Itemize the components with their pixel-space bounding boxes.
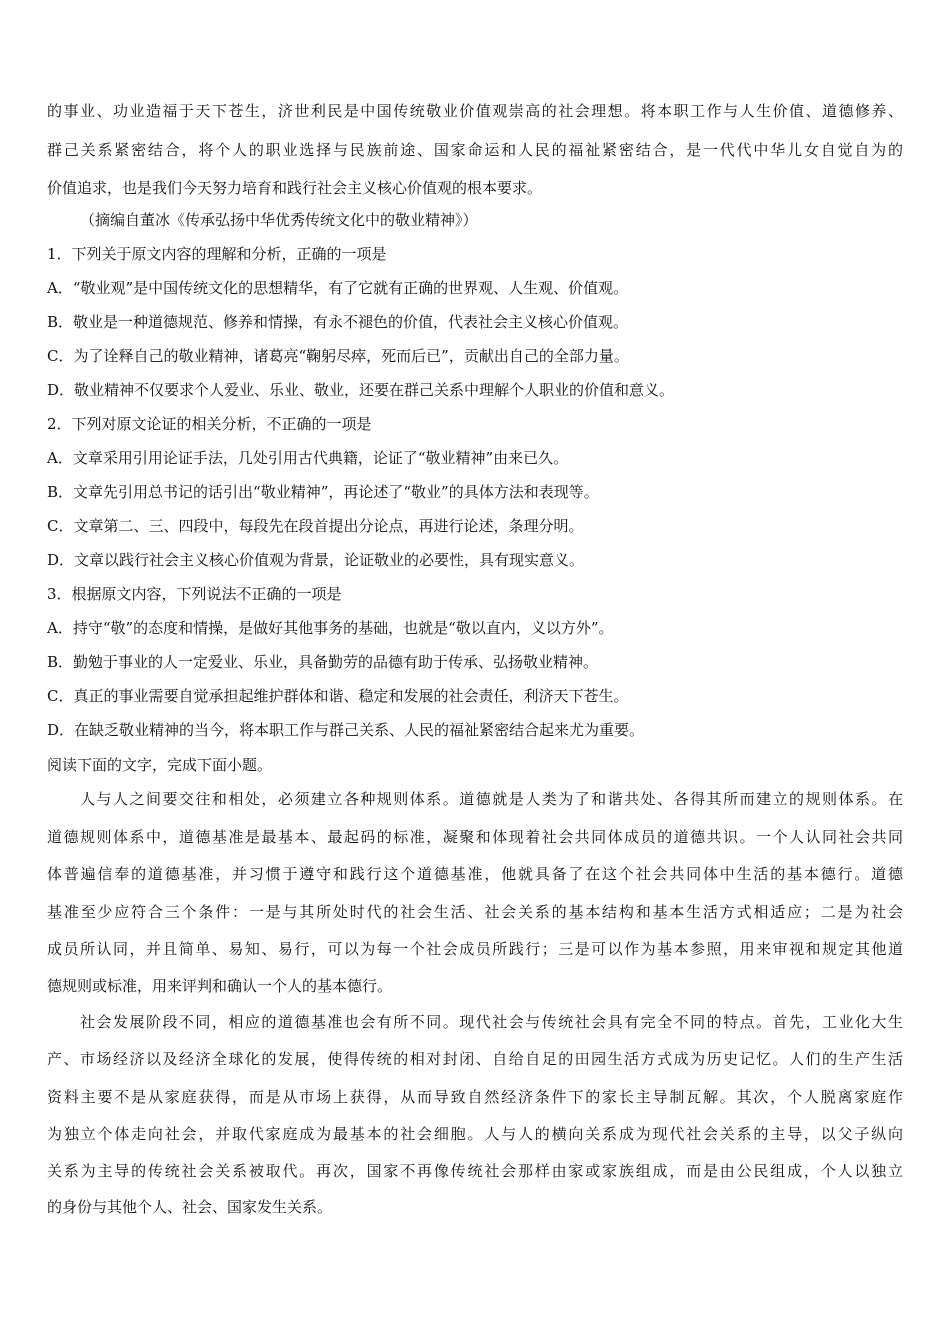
- question-1-option-d: D．敬业精神不仅要求个人爱业、乐业、敬业，还要在群己关系中理解个人职业的价值和意义。: [47, 381, 675, 399]
- question-3-option-c: C．真正的事业需要自觉承担起维护群体和谐、稳定和发展的社会责任，利济天下苍生。: [47, 687, 629, 705]
- question-3-option-b: B．勤勉于事业的人一定爱业、乐业，具备勤劳的品德有助于传承、弘扬敬业精神。: [47, 653, 599, 671]
- passage2-para2-line: 的身份与其他个人、社会、国家发生关系。: [47, 1198, 333, 1216]
- question-1-stem: 1．下列关于原文内容的理解和分析，正确的一项是: [47, 245, 387, 263]
- question-2-option-a: A．文章采用引用论证手法，几处引用古代典籍，论证了“敬业精神”由来已久。: [47, 449, 569, 467]
- question-2-option-b: B．文章先引用总书记的话引出“敬业精神”，再论述了“敬业”的具体方法和表现等。: [47, 483, 599, 501]
- question-2-option-d: D．文章以践行社会主义核心价值观为背景，论证敬业的必要性，具有现实意义。: [47, 551, 585, 569]
- passage1-line: 价值追求，也是我们今天努力培育和践行社会主义核心价值观的根本要求。: [47, 179, 543, 197]
- passage2-para1-line: 成员所认同，并且简单、易知、易行，可以为每一个社会成员所践行；三是可以作为基本参照，用来审视和规定其他道: [47, 940, 903, 958]
- passage1-line: 的事业、功业造福于天下苍生，济世利民是中国传统敬业价值观崇高的社会理想。将本职工作与人生价值、道德修养、: [47, 102, 903, 120]
- question-3-option-a: A．持守“敬”的态度和情操，是做好其他事务的基础，也就是“敬以直内，义以方外”。: [47, 619, 614, 637]
- question-2-option-c: C．文章第二、三、四段中，每段先在段首提出分论点，再进行论述，条理分明。: [47, 517, 584, 535]
- source-citation: （摘编自董冰《传承弘扬中华优秀传统文化中的敬业精神》）: [80, 211, 478, 229]
- passage1-line: 群己关系紧密结合，将个人的职业选择与民族前途、国家命运和人民的福祉紧密结合，是一代代中华儿女自觉自为的: [47, 141, 903, 159]
- question-3-option-d: D．在缺乏敬业精神的当今，将本职工作与群己关系、人民的福祉紧密结合起来尤为重要。: [47, 721, 645, 739]
- passage2-para2-line: 资料主要不是从家庭获得，而是从市场上获得，从而导致自然经济条件下的家长主导制瓦解。其次，个人脱离家庭作: [47, 1088, 903, 1106]
- passage2-para1-line: 基准至少应符合三个条件：一是与其所处时代的社会生活、社会关系的基本结构和基本生活方式相适应；二是为社会: [47, 903, 903, 921]
- passage2-para2-line: 关系为主导的传统社会关系被取代。再次，国家不再像传统社会那样由家或家族组成，而是由公民组成，个人以独立: [47, 1162, 903, 1180]
- passage2-para2-line: 为独立个体走向社会，并取代家庭成为最基本的社会细胞。人与人的横向关系成为现代社会关系的主导，以父子纵向: [47, 1125, 903, 1143]
- question-3-stem: 3．根据原文内容，下列说法不正确的一项是: [47, 585, 342, 603]
- question-1-option-b: B．敬业是一种道德规范、修养和情操，有永不褪色的价值，代表社会主义核心价值观。: [47, 313, 629, 331]
- passage2-para1-line: 体普遍信奉的道德基准，并习惯于遵守和践行这个道德基准，他就具备了在这个社会共同体中生活的基本德行。道德: [47, 865, 903, 883]
- question-1-option-c: C．为了诠释自己的敬业精神，诸葛亮“鞠躬尽瘁，死而后已”，贡献出自己的全部力量。: [47, 347, 629, 365]
- question-2-stem: 2．下列对原文论证的相关分析，不正确的一项是: [47, 415, 372, 433]
- passage2-para1-line: 德规则或标准，用来评判和确认一个人的基本德行。: [47, 977, 393, 995]
- passage2-para1-line: 道德规则体系中，道德基准是最基本、最起码的标准，凝聚和体现着社会共同体成员的道德共识。一个人认同社会共同: [47, 828, 903, 846]
- passage2-para2-line: 社会发展阶段不同，相应的道德基准也会有所不同。现代社会与传统社会具有完全不同的特点。首先，工业化大生: [80, 1013, 903, 1031]
- reading-instruction: 阅读下面的文字，完成下面小题。: [47, 756, 273, 774]
- passage2-para2-line: 产、市场经济以及经济全球化的发展，使得传统的相对封闭、自给自足的田园生活方式成为历史记忆。人们的生产生活: [47, 1050, 903, 1068]
- question-1-option-a: A．“敬业观”是中国传统文化的思想精华，有了它就有正确的世界观、人生观、价值观。: [47, 279, 629, 297]
- passage2-para1-line: 人与人之间要交往和相处，必须建立各种规则体系。道德就是人类为了和谐共处、各得其所而建立的规则体系。在: [80, 790, 903, 808]
